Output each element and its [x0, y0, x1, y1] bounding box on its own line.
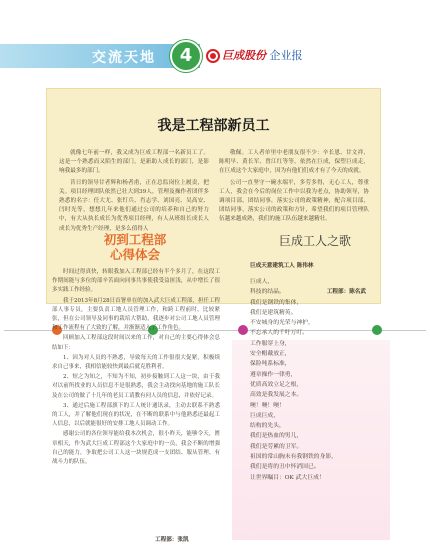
experience-body	[52, 268, 220, 468]
article-paragraph: 敬佩。工人者单里中老朋友很不少：辛长恩、甘文祥、陈明早、黄长军、曾江红等等，依然在巨成，保塑巨成走，在巨成这个大家庭中，因为有他们们成才有了今天的成就。	[219, 150, 369, 175]
poem-line: 我们是建筑精英。	[250, 309, 297, 316]
article-title: 我是工程部新员工	[157, 118, 270, 134]
experience-paragraph: 3、通过后施工程部旗下的工人统计通讯录，主动去联系不熟悉的工人，并了解他们现在的状况，在不断的联系中与他熟悉还最起工人信息，以后就能很好的安排工地人员调动工作。	[52, 402, 220, 428]
experience-paragraph: 感谢公司的各位领导能给我本次机会，很小昨天，能够令天，匮章相天，作为武大巨成工程部这个大家庭中的一员，我会不断的增强自己的能力，争取把公司工人这一块规范成一支团结、服从管理、有战斗力的队伍。	[52, 431, 220, 466]
poem-byline: 巨成天意建筑工人 陈伟林	[250, 263, 314, 269]
poem-line: 高效是我发展之本。	[250, 392, 303, 399]
page-header	[0, 0, 430, 88]
article-paragraph: 公司一直坚守一碗水端平，多劳多得，无心工人，尊重工人，我会在今后的岗位工作中以我为老点，协助领导，协调项目部，团结同事，落实公司的政策精神，配合项目部，团结同事，落实公司的政策和方针，希望我们的项目管理队伍越来越成熟，我们的施工队伍越来越精壮。	[219, 179, 369, 223]
poem-line: 遵章操作一律勇，	[250, 371, 297, 378]
poem-line: 结构的先头，	[250, 423, 285, 430]
poem-title: 巨成工人之歌	[278, 234, 351, 248]
publication-name: 企业报	[269, 49, 303, 62]
poem-line: 噢！噢！噢！	[250, 402, 285, 409]
poem-line: 工作服穿上身，	[250, 340, 291, 347]
experience-paragraph: 时间过得真快，转眼我加入工程部已经有半个多月了，在这段工作期间能与多位的部辛苦面向同事共事使我受益匪浅，从中增长了很多实践工作经验。	[52, 269, 220, 294]
experience-title	[60, 232, 210, 262]
company-logo-icon	[206, 49, 220, 63]
article-author: 工程部：陈名武	[326, 289, 366, 295]
experience-paragraph: 1、因为对人员的不熟悉，导致每天的工作很很大促紧，积极续求自己事来，我相信能较快到最后就克胜利者。	[52, 354, 220, 371]
section-title: 交流天地	[92, 50, 156, 66]
poem-line: 安全帽戴放正，	[250, 351, 291, 358]
poem-line: 科技的结晶。	[250, 289, 285, 296]
poem-line: 保险吨系标准，	[250, 361, 291, 368]
experience-author: 工程部：张凯	[155, 537, 189, 543]
experience-title-line2: 心得体会	[109, 247, 160, 262]
experience-paragraph: 我于2013年8月28日首署单在的加入武大巨成工程部，担任工程部人事专员，主要负责工地人员管理工作，和跨工程前时，比较紧张，但在公司领导及同事的栽培大帮助，我逐步对公司工地人员管理和工作流程有了大致的了解，并渐渐适入了工作角色。	[52, 297, 220, 332]
article-paragraph: 就像七年前一样，我又成为巨成工程部一名新员工了。这是一个熟悉而又陌生的部门，是新助人成长的部门，是影响我最多的部门。	[59, 150, 209, 175]
poem-line: 让世界瞩目：OK 武大巨成！	[250, 474, 325, 481]
poem-line: 我们是钢铁的集体，	[250, 299, 303, 306]
newspaper-masthead	[222, 47, 303, 63]
experience-paragraph: 2、短之为知之，不知为不知，初步接触到工人这一块，由于我对以前所找业的人员信息不是很熟悉，我会主动找向基地的施工队长及在公司的做了十几年的老员工请教有问人员的信息，并依好记录。	[52, 374, 220, 399]
poem-line: 我们是热血的男儿，	[250, 433, 303, 440]
poem-line: 巨成巨成，	[250, 412, 279, 419]
poem-line: 不忘承人的千吁万叮。	[250, 330, 308, 337]
experience-title-line1: 初到工程部	[103, 232, 167, 247]
article-column-right	[219, 149, 369, 227]
poem-line: 我们是将的丑中怀消国已。	[250, 464, 320, 471]
poem-line: 我们是劳累的卫军。	[250, 443, 303, 450]
poem-line: 优质高效立足之根，	[250, 381, 303, 388]
poem-line: 巨成人，	[250, 279, 274, 285]
article-paragraph: 昔日的领导甘者辉和杨者甫，正在总监岗位上履责，把关。项目经理团队依然已壮大到39人，管理及操作者团伴多熟悉的名字：任大尤、张钉兵、肖志学、刘国亮、吴高安、闫时光等，想想几年来他们通过公司的培养和自己的努力中，有大从执长成长为优秀项目经理，有人从班组长成长人成长为优秀生产经理，是多么值得人	[59, 179, 209, 232]
poem-line: 祖国的常山胸未有我钢铁的身影，	[250, 454, 337, 461]
brand-name: 巨成股份	[222, 49, 266, 62]
poem-lines	[250, 277, 390, 483]
experience-paragraph: 回顾加入工程部这段时间以来的工作，对自己的主要心得体会总结如下：	[52, 335, 220, 351]
article-column-left	[59, 149, 209, 236]
poem-line: 不安城身的光荣与神护，	[250, 320, 314, 327]
page-number-badge: 4	[170, 40, 202, 72]
divider-dot-magenta	[238, 325, 248, 335]
